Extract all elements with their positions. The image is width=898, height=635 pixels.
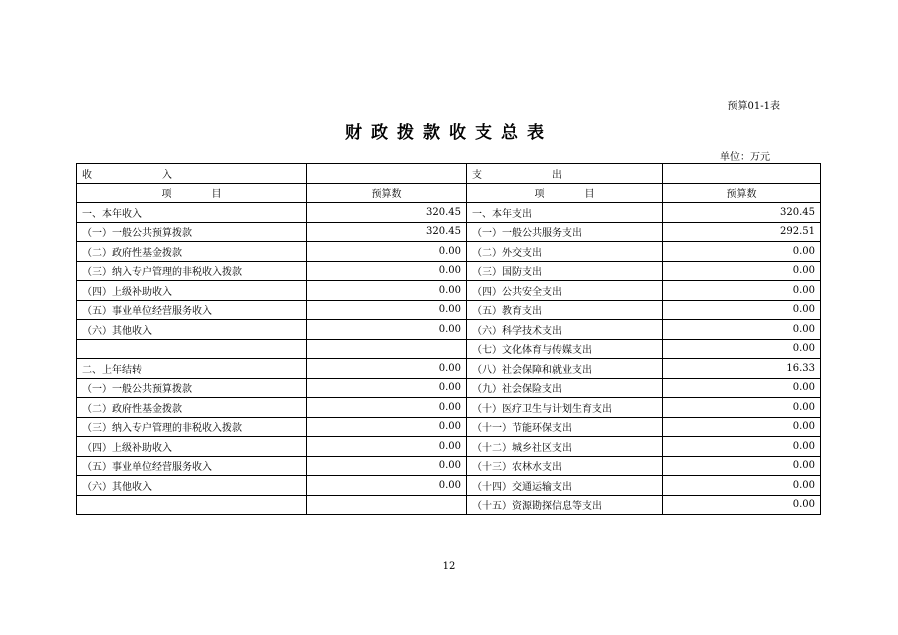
table-row — [77, 300, 821, 320]
expense-item-cell: （十）医疗卫生与计划生育支出 — [467, 398, 663, 418]
empty-cell — [663, 164, 821, 184]
income-item-cell: （三）纳入专户管理的非税收入拨款 — [77, 261, 307, 281]
income-item-cell: （三）纳入专户管理的非税收入拨款 — [77, 417, 307, 437]
expense-item-cell: （五）教育支出 — [467, 300, 663, 320]
expense-amount-cell: 0.00 — [663, 417, 821, 437]
expense-amount-cell: 0.00 — [663, 378, 821, 398]
income-item-cell: （二）政府性基金拨款 — [77, 398, 307, 418]
income-amount-cell: 0.00 — [307, 300, 467, 320]
expense-item-cell: （三）国防支出 — [467, 261, 663, 281]
income-item-cell: （六）其他收入 — [77, 320, 307, 340]
expense-item-cell: （七）文化体育与传媒支出 — [467, 339, 663, 359]
expense-item-cell: （九）社会保险支出 — [467, 378, 663, 398]
budget-table-body — [77, 164, 821, 515]
expense-item-cell: （六）科学技术支出 — [467, 320, 663, 340]
expense-amount-cell: 320.45 — [663, 203, 821, 223]
expense-amount-cell: 0.00 — [663, 281, 821, 301]
page-number: 12 — [442, 561, 456, 572]
income-item-cell: （二）政府性基金拨款 — [77, 242, 307, 262]
income-item-cell: （五）事业单位经营服务收入 — [77, 300, 307, 320]
page-title: 财政拨款收支总表 — [345, 123, 553, 143]
expense-amount-cell: 292.51 — [663, 222, 821, 242]
income-item-cell: 一、本年收入 — [77, 203, 307, 223]
table-row — [77, 203, 821, 223]
expense-item-cell: 一、本年支出 — [467, 203, 663, 223]
income-amount-cell — [307, 339, 467, 359]
table-row — [77, 398, 821, 418]
income-amount-cell: 0.00 — [307, 242, 467, 262]
income-item-cell: （一）一般公共预算拨款 — [77, 378, 307, 398]
income-amount-cell: 0.00 — [307, 476, 467, 496]
expense-item-cell: （八）社会保障和就业支出 — [467, 359, 663, 379]
income-amount-cell: 0.00 — [307, 398, 467, 418]
form-code: 预算01-1表 — [727, 101, 780, 112]
expense-item-cell: （十三）农林水支出 — [467, 456, 663, 476]
income-item-cell: （一）一般公共预算拨款 — [77, 222, 307, 242]
income-amount-col-header: 预算数 — [307, 183, 467, 203]
income-item-col-header: 项 目 — [77, 183, 307, 203]
income-amount-cell: 0.00 — [307, 378, 467, 398]
expense-item-col-header: 项 目 — [467, 183, 663, 203]
table-row — [77, 456, 821, 476]
expense-item-cell: （十一）节能环保支出 — [467, 417, 663, 437]
income-amount-cell: 0.00 — [307, 281, 467, 301]
expense-item-cell: （十五）资源勘探信息等支出 — [467, 495, 663, 515]
income-amount-cell: 0.00 — [307, 320, 467, 340]
income-item-cell: （六）其他收入 — [77, 476, 307, 496]
table-row — [77, 359, 821, 379]
expense-amount-cell: 0.00 — [663, 437, 821, 457]
expense-amount-cell: 0.00 — [663, 476, 821, 496]
table-row — [77, 281, 821, 301]
table-row — [77, 222, 821, 242]
table-row — [77, 495, 821, 515]
expense-amount-cell: 0.00 — [663, 456, 821, 476]
income-amount-cell: 320.45 — [307, 222, 467, 242]
expense-amount-cell: 16.33 — [663, 359, 821, 379]
income-amount-cell — [307, 495, 467, 515]
income-item-cell — [77, 339, 307, 359]
income-amount-cell: 0.00 — [307, 261, 467, 281]
expense-item-cell: （四）公共安全支出 — [467, 281, 663, 301]
income-amount-cell: 320.45 — [307, 203, 467, 223]
section-header-row — [77, 164, 821, 184]
income-amount-cell: 0.00 — [307, 437, 467, 457]
table-row — [77, 417, 821, 437]
expense-amount-cell: 0.00 — [663, 242, 821, 262]
table-row — [77, 339, 821, 359]
expense-amount-cell: 0.00 — [663, 495, 821, 515]
expense-amount-col-header: 预算数 — [663, 183, 821, 203]
expense-section-header: 支 出 — [467, 164, 663, 184]
expense-item-cell: （一）一般公共服务支出 — [467, 222, 663, 242]
income-amount-cell: 0.00 — [307, 456, 467, 476]
column-header-row — [77, 183, 821, 203]
income-item-cell: （四）上级补助收入 — [77, 437, 307, 457]
expense-item-cell: （二）外交支出 — [467, 242, 663, 262]
income-section-header: 收 入 — [77, 164, 307, 184]
expense-amount-cell: 0.00 — [663, 300, 821, 320]
expense-amount-cell: 0.00 — [663, 320, 821, 340]
table-row — [77, 476, 821, 496]
table-row — [77, 242, 821, 262]
income-item-cell — [77, 495, 307, 515]
empty-cell — [307, 164, 467, 184]
table-row — [77, 261, 821, 281]
expense-amount-cell: 0.00 — [663, 398, 821, 418]
expense-amount-cell: 0.00 — [663, 261, 821, 281]
income-item-cell: （五）事业单位经营服务收入 — [77, 456, 307, 476]
expense-amount-cell: 0.00 — [663, 339, 821, 359]
table-row — [77, 320, 821, 340]
income-item-cell: （四）上级补助收入 — [77, 281, 307, 301]
expense-item-cell: （十二）城乡社区支出 — [467, 437, 663, 457]
income-amount-cell: 0.00 — [307, 359, 467, 379]
income-amount-cell: 0.00 — [307, 417, 467, 437]
budget-table — [76, 163, 821, 515]
table-row — [77, 437, 821, 457]
unit-label: 单位：万元 — [720, 152, 770, 163]
expense-item-cell: （十四）交通运输支出 — [467, 476, 663, 496]
income-item-cell: 二、上年结转 — [77, 359, 307, 379]
table-row — [77, 378, 821, 398]
